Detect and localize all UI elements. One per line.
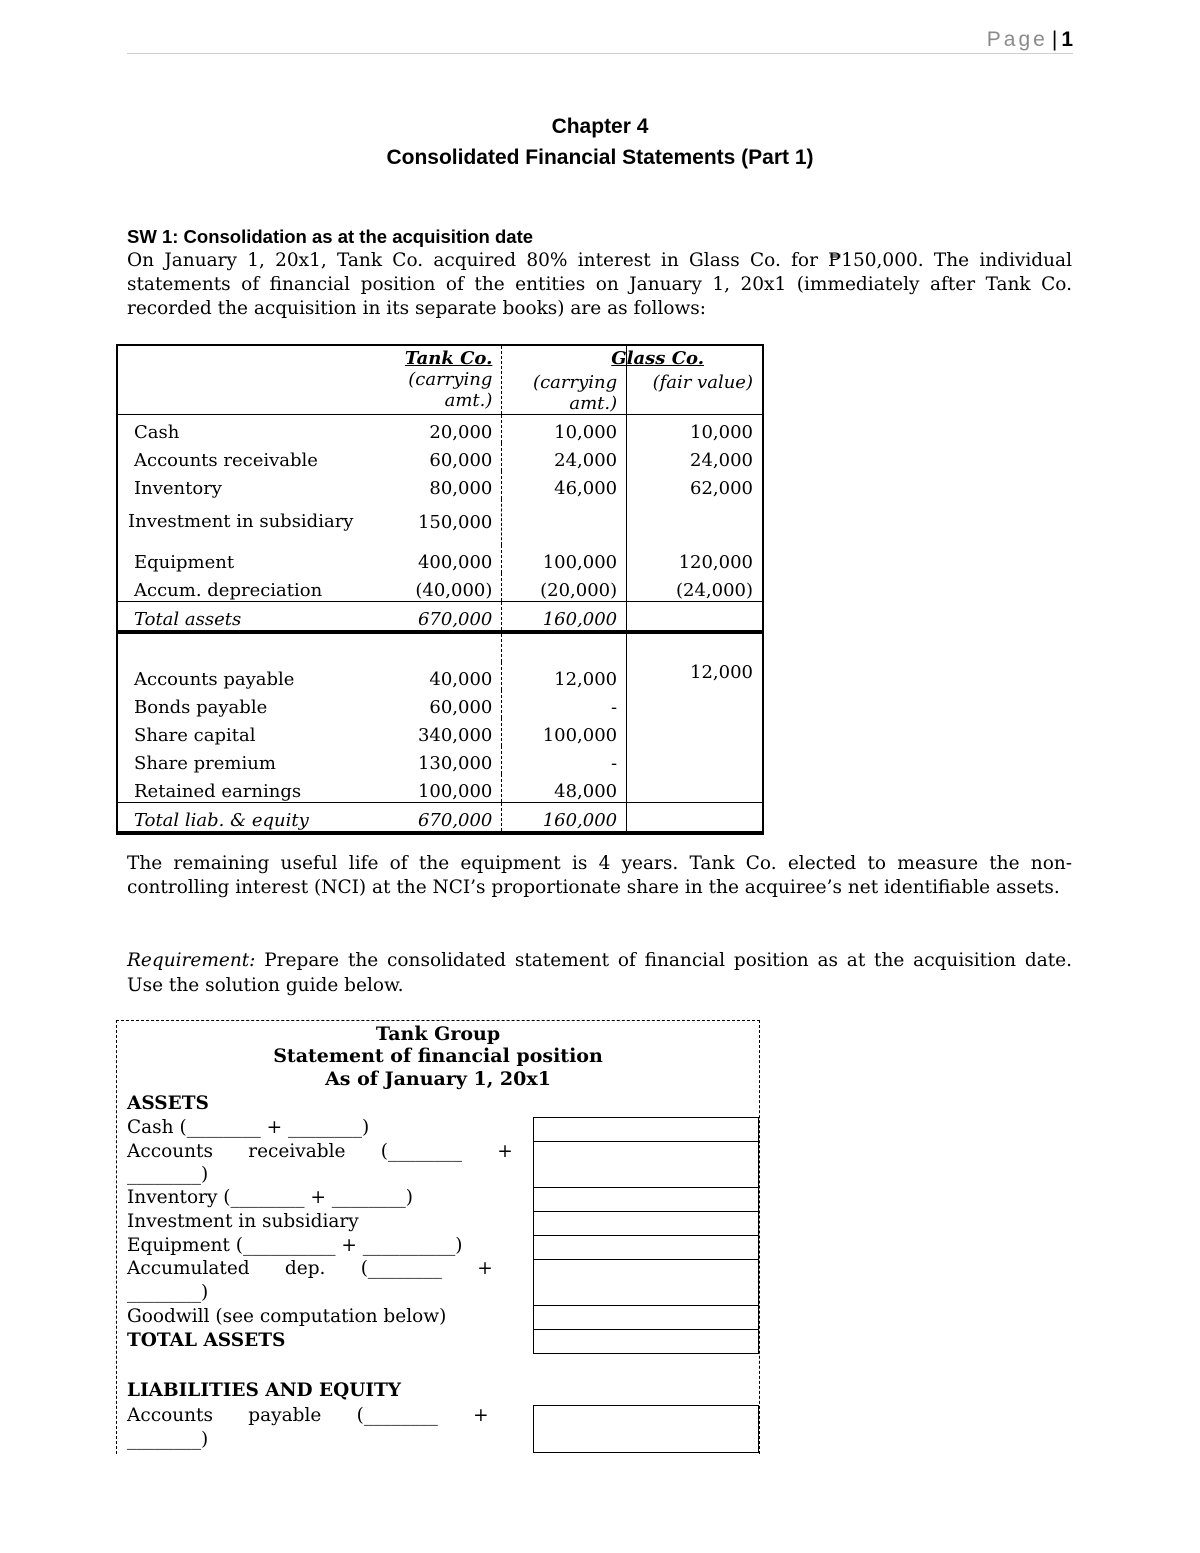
table-row: Share capital 340,000 100,000 xyxy=(117,718,763,746)
inventory-answer-box[interactable] xyxy=(533,1187,759,1212)
table-row: Inventory 80,000 46,000 62,000 xyxy=(117,471,763,499)
total-assets-answer-box[interactable] xyxy=(533,1329,759,1354)
financial-position-table xyxy=(116,344,764,835)
guide-company: Tank Group xyxy=(375,1023,501,1045)
table-row: Accum. depreciation (40,000) (20,000) (24,000) xyxy=(117,573,763,602)
table-row: Accounts receivable 60,000 24,000 24,000 xyxy=(117,443,763,471)
table-row: Equipment 400,000 100,000 120,000 xyxy=(117,545,763,573)
liabilities-heading: LIABILITIES AND EQUITY xyxy=(127,1380,402,1401)
inventory-line: Inventory (________ + ________) xyxy=(127,1187,413,1208)
ap-line: Accounts payable (________ + xyxy=(127,1405,489,1426)
table-row: Retained earnings 100,000 48,000 xyxy=(117,774,763,803)
accum-dep-line-cont: ________) xyxy=(127,1282,209,1303)
guide-statement: Statement of financial position xyxy=(273,1045,603,1067)
guide-date: As of January 1, 20x1 xyxy=(325,1068,551,1090)
table-row: Share premium 130,000 - xyxy=(117,746,763,774)
cash-line: Cash (________ + ________) xyxy=(127,1117,370,1138)
remaining-life-paragraph: The remaining useful life of the equipment is 4 years. Tank Co. elected to measure the non-controlling interest (NCI) at the NCI’s proportionate share in the acquiree’s net identifiable assets. xyxy=(127,853,1072,898)
ar-line-cont: ________) xyxy=(127,1164,209,1185)
ar-line: Accounts receivable (________ + xyxy=(127,1141,513,1162)
liabilities-rows xyxy=(117,662,763,803)
assets-heading: ASSETS xyxy=(127,1093,209,1114)
header-rule xyxy=(127,53,1073,54)
glass-carrying-header: (carrying amt.) xyxy=(533,372,618,414)
section-title: SW 1: Consolidation as at the acquisition date xyxy=(127,226,534,247)
total-liab-row: Total liab. & equity 670,000 160,000 xyxy=(117,803,763,834)
ap-line-cont: ________) xyxy=(127,1429,209,1450)
table-row: Cash 20,000 10,000 10,000 xyxy=(117,415,763,444)
ar-answer-box[interactable] xyxy=(533,1141,759,1188)
table-row: Bonds payable 60,000 - xyxy=(117,690,763,718)
spacer-row xyxy=(117,632,763,662)
total-assets-line: TOTAL ASSETS xyxy=(127,1330,286,1351)
goodwill-answer-box[interactable] xyxy=(533,1305,759,1330)
ap-answer-box[interactable] xyxy=(533,1405,759,1453)
solution-guide xyxy=(116,1020,760,1454)
investment-answer-box[interactable] xyxy=(533,1211,759,1236)
intro-paragraph: On January 1, 20x1, Tank Co. acquired 80% interest in Glass Co. for ₱150,000. The individual statements of financial position of the entities on January 1, 20x1 (immediately after Tank Co. recorded the acquisition in its separate books) are as follows: xyxy=(127,250,1072,319)
goodwill-line: Goodwill (see computation below) xyxy=(127,1306,447,1327)
chapter-heading: Chapter 4 xyxy=(551,115,649,138)
total-assets-row: Total assets 670,000 160,000 xyxy=(117,602,763,633)
requirement-paragraph xyxy=(127,948,1072,998)
document-title: Consolidated Financial Statements (Part 1) xyxy=(386,146,814,169)
table-row: Investment in subsidiary 150,000 xyxy=(117,499,763,545)
cash-answer-box[interactable] xyxy=(533,1117,759,1142)
page-number: Page | 1 xyxy=(986,28,1073,51)
requirement-text: Prepare the consolidated statement of financial position as at the acquisition date. Use the solution guide below. xyxy=(127,950,1072,996)
requirement-label: Requirement: xyxy=(127,950,256,971)
table-row: Accounts payable 40,000 12,000 12,000 xyxy=(117,662,763,690)
investment-line: Investment in subsidiary xyxy=(127,1211,359,1232)
assets-rows xyxy=(117,415,763,602)
accum-dep-answer-box[interactable] xyxy=(533,1259,759,1306)
fair-value-header: (fair value) xyxy=(652,372,753,393)
tank-header: Tank Co. xyxy=(404,348,493,369)
glass-header: Glass Co. xyxy=(611,348,704,369)
accum-dep-line: Accumulated dep. (________ + xyxy=(127,1258,493,1279)
equipment-line: Equipment (__________ + __________) xyxy=(127,1235,463,1256)
equipment-answer-box[interactable] xyxy=(533,1235,759,1260)
tank-carrying-header: (carrying amt.) xyxy=(408,369,493,411)
